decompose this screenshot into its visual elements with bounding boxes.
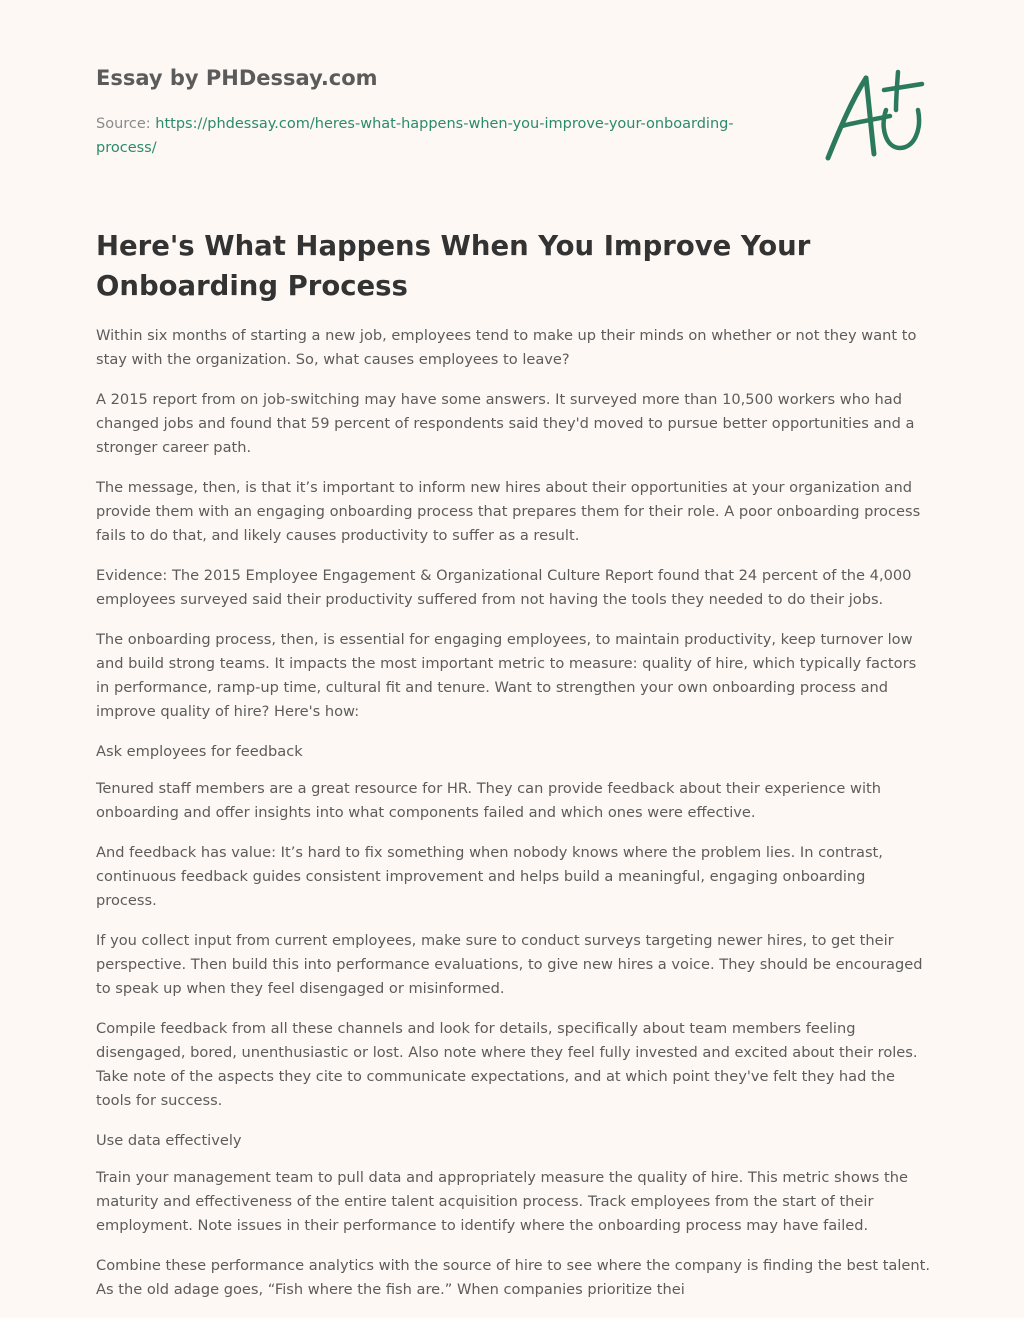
article-title-line1: Here's What Happens When You Improve Your xyxy=(96,230,811,262)
paragraph: A 2015 report from on job-switching may have some answers. It surveyed more than 10,500 workers who had changed jobs and found that 59 percent of respondents said they'd moved to pursue better opportunities and a stronger career path. xyxy=(96,391,915,456)
source-url-line2: process/ xyxy=(96,140,157,156)
paragraph: Combine these performance analytics with the source of hire to see where the company is finding the best talent. As the old adage goes, “Fish where the fish are.” When companies prioritize thei xyxy=(96,1257,931,1298)
a-plus-logo-icon xyxy=(822,66,932,166)
source-label: Source: xyxy=(96,116,151,132)
paragraph: The message, then, is that it’s important to inform new hires about their opportunities at your organization and provide them with an engaging onboarding process that prepares them for their role. A poor onboarding process fails to do that, and likely causes productivity to suffer as a result. xyxy=(96,479,921,544)
article-body xyxy=(96,324,930,1318)
paragraph: Compile feedback from all these channels and look for details, specifically about team members feeling disengaged, bored, unenthusiastic or lost. Also note where they feel fully invested and excited about their roles. Take note of the aspects they cite to communicate expectations, and at which point they've felt they had the tools for success. xyxy=(96,1020,918,1109)
page-header xyxy=(96,64,776,160)
section-heading: Use data effectively xyxy=(96,1132,242,1149)
paragraph: Within six months of starting a new job, employees tend to make up their minds on whether or not they want to stay with the organization. So, what causes employees to leave? xyxy=(96,327,917,368)
section-heading: Ask employees for feedback xyxy=(96,743,303,760)
source-line xyxy=(96,112,776,160)
paragraph: Train your management team to pull data and appropriately measure the quality of hire. This metric shows the maturity and effectiveness of the entire talent acquisition process. Track employees from the start of their employment. Note issues in their performance to identify where the onboarding process may have failed. xyxy=(96,1169,908,1234)
article-title xyxy=(96,226,876,306)
source-url-line1: https://phdessay.com/heres-what-happens-when-you-improve-your-onboarding- xyxy=(155,116,734,132)
source-link[interactable] xyxy=(96,116,734,156)
site-title: Essay by PHDessay.com xyxy=(96,66,378,90)
paragraph: The onboarding process, then, is essential for engaging employees, to maintain productivity, keep turnover low and build strong teams. It impacts the most important metric to measure: quality of hire, which typically factors in performance, ramp-up time, cultural fit and tenure. Want to strengthen your own onboarding process and improve quality of hire? Here's how: xyxy=(96,631,917,720)
paragraph: If you collect input from current employees, make sure to conduct surveys targeting newer hires, to get their perspective. Then build this into performance evaluations, to give new hires a voice. They should be encouraged to speak up when they feel disengaged or misinformed. xyxy=(96,932,923,997)
paragraph: And feedback has value: It’s hard to fix something when nobody knows where the problem lies. In contrast, continuous feedback guides consistent improvement and helps build a meaningful, engaging onboarding process. xyxy=(96,844,883,909)
paragraph: Evidence: The 2015 Employee Engagement & Organizational Culture Report found that 24 percent of the 4,000 employees surveyed said their productivity suffered from not having the tools they needed to do their jobs. xyxy=(96,567,912,608)
article-title-line2: Onboarding Process xyxy=(96,270,408,302)
paragraph: Tenured staff members are a great resource for HR. They can provide feedback about their experience with onboarding and offer insights into what components failed and which ones were effective. xyxy=(96,780,881,821)
